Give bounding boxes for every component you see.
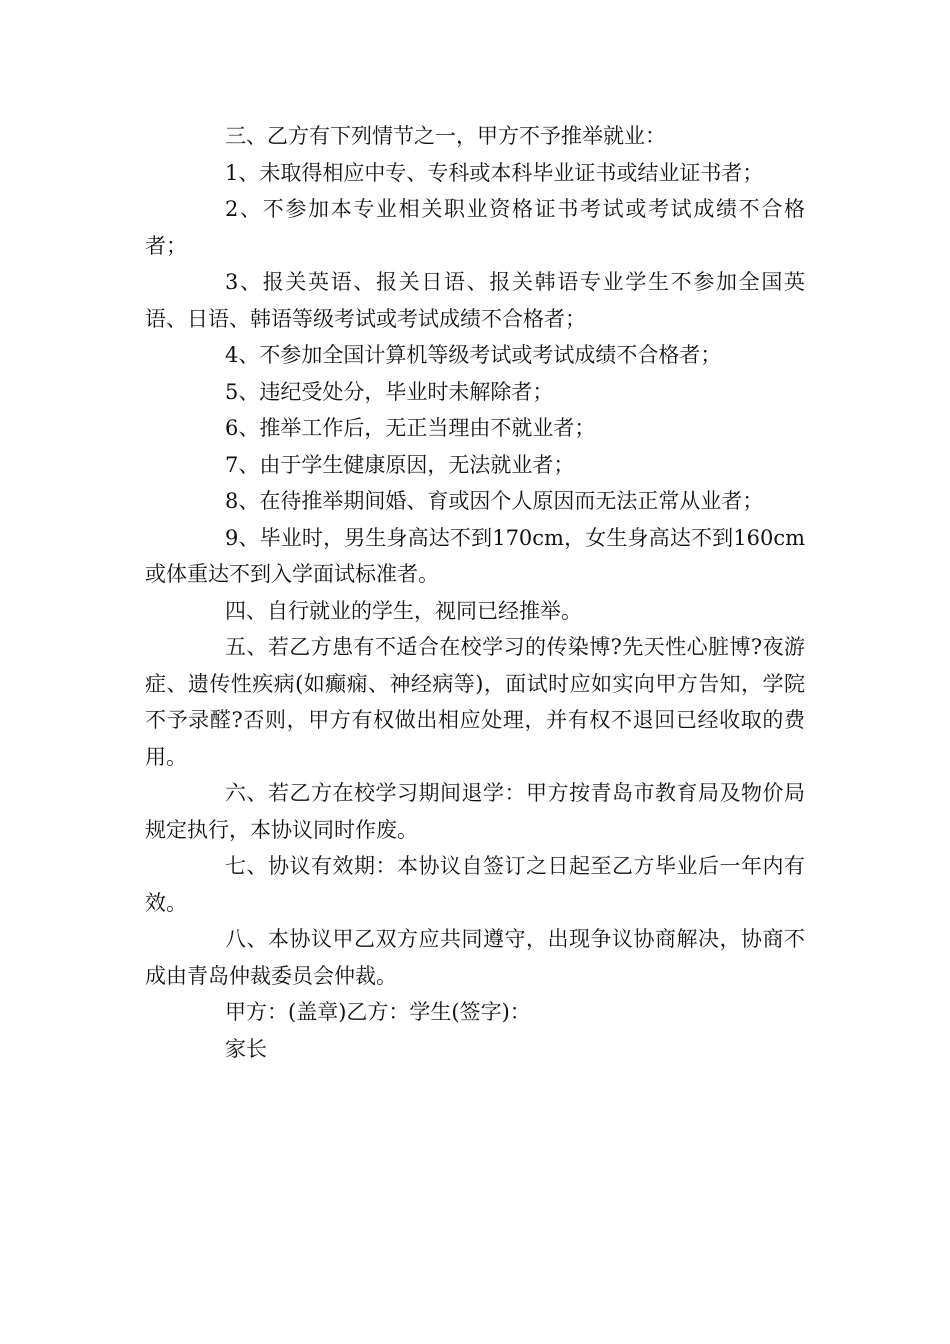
clause-7: 七、协议有效期：本协议自签订之日起至乙方毕业后一年内有效。 bbox=[145, 854, 805, 915]
clause-3-item-3: 3、报关英语、报关日语、报关韩语专业学生不参加全国英语、日语、韩语等级考试或考试成绩不合格者； bbox=[145, 270, 805, 331]
clause-3-item-1: 1、未取得相应中专、专科或本科毕业证书或结业证书者； bbox=[225, 160, 764, 185]
signature-line-parent: 家长 bbox=[225, 1036, 267, 1061]
clause-6: 六、若乙方在校学习期间退学：甲方按青岛市教育局及物价局规定执行，本协议同时作废。 bbox=[145, 781, 805, 842]
clause-3-item-8: 8、在待推举期间婚、育或因个人原因而无法正常从业者； bbox=[225, 489, 764, 513]
clause-5: 五、若乙方患有不适合在校学习的传染博?先天性心脏博?夜游症、遗传性疾病(如癫痫、神经病等)，面试时应如实向甲方告知，学院不予录醛?否则，甲方有权做出相应处理，并有权不退回已经收取的费用。 bbox=[145, 635, 805, 769]
clause-4: 四、自行就业的学生，视同已经推举。 bbox=[225, 598, 582, 623]
clause-3-heading: 三、乙方有下列情节之一，甲方不予推举就业： bbox=[225, 124, 666, 148]
clause-3-item-7: 7、由于学生健康原因，无法就业者； bbox=[225, 452, 575, 477]
document-body bbox=[145, 118, 805, 1067]
clause-3-item-4: 4、不参加全国计算机等级考试或考试成绩不合格者； bbox=[225, 343, 722, 367]
signature-line-parties: 甲方：(盖章)乙方：学生(签字)： bbox=[225, 1000, 531, 1024]
clause-8: 八、本协议甲乙双方应共同遵守，出现争议协商解决，协商不成由青岛仲裁委员会仲裁。 bbox=[145, 927, 805, 988]
clause-3-item-9: 9、毕业时，男生身高达不到170cm，女生身高达不到160cm或体重达不到入学面试标准者。 bbox=[145, 525, 805, 586]
clause-3-item-2: 2、不参加本专业相关职业资格证书考试或考试成绩不合格者； bbox=[145, 197, 805, 258]
clause-3-item-6: 6、推举工作后，无正当理由不就业者； bbox=[225, 416, 596, 440]
clause-3-item-5: 5、违纪受处分，毕业时未解除者； bbox=[225, 379, 554, 404]
